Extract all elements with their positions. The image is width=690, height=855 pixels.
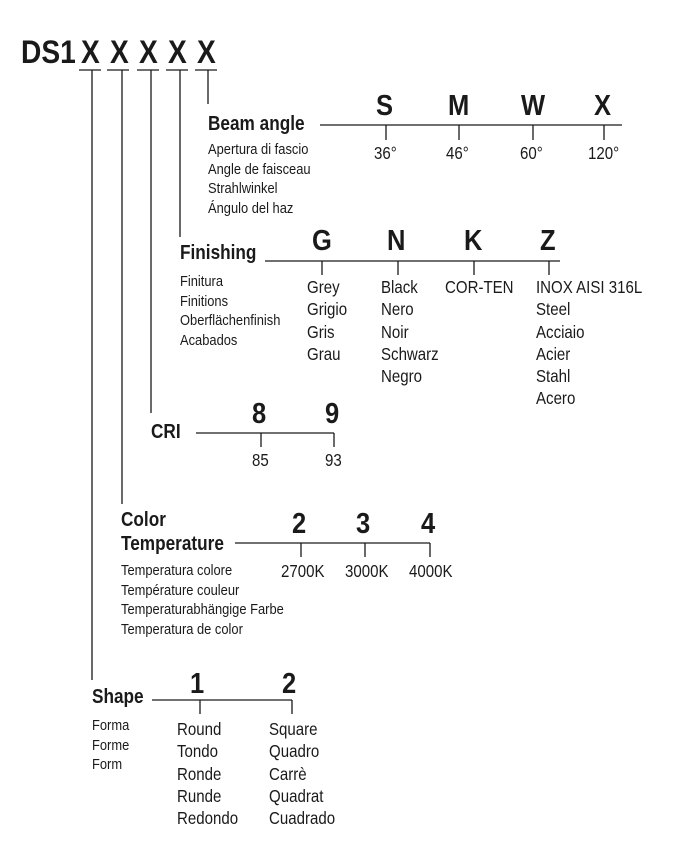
beam-angle-title: Beam angle: [208, 113, 305, 135]
cri-title: CRI: [151, 421, 181, 443]
beam-option-code: X: [594, 90, 612, 122]
finishing-option-names-grey: Grey Grigio Gris Grau: [307, 277, 348, 364]
color-temp-option-code: 3: [356, 508, 371, 540]
finishing-option-code: N: [387, 225, 406, 257]
finishing-option-code: Z: [540, 225, 556, 257]
color-temp-title: Color: [121, 509, 166, 531]
color-temp-option-code: 2: [292, 508, 307, 540]
finishing-title: Finishing: [180, 242, 257, 264]
color-temp-translations: Temperatura colore Température couleur Temperaturabhängige Farbe Temperatura de color: [121, 562, 284, 638]
shape-option-names-round: Round Tondo Ronde Runde Redondo: [177, 719, 239, 829]
color-temp-title-line2: Temperature: [121, 533, 224, 555]
beam-option-value: 120°: [588, 143, 620, 163]
finishing-option-code: G: [312, 225, 332, 257]
shape-title: Shape: [92, 686, 144, 708]
shape-option-code: 1: [190, 668, 205, 700]
cri-option-code: 9: [325, 398, 340, 430]
shape-translations: Forma Forme Form: [92, 717, 130, 773]
cri-option-value: 85: [252, 450, 269, 470]
color-temp-option-value: 4000K: [409, 561, 453, 581]
beam-option-code: M: [448, 90, 470, 122]
beam-option-code: W: [521, 90, 546, 122]
color-temp-option-value: 3000K: [345, 561, 389, 581]
shape-option-names-square: Square Quadro Carrè Quadrat Cuadrado: [269, 719, 336, 829]
beam-option-value: 36°: [374, 143, 397, 163]
beam-option-value: 60°: [520, 143, 543, 163]
code-placeholder-cri: X: [139, 34, 158, 70]
product-code-prefix: DS1: [21, 34, 76, 70]
finishing-option-names-black: Black Nero Noir Schwarz Negro: [381, 277, 439, 387]
color-temp-option-code: 4: [421, 508, 436, 540]
finishing-option-code: K: [464, 225, 483, 257]
finishing-option-names-corten: COR-TEN: [445, 277, 514, 297]
finishing-translations: Finitura Finitions Oberflächenfinish Acabados: [180, 273, 281, 349]
code-placeholder-color-temp: X: [110, 34, 129, 70]
code-placeholder-shape: X: [81, 34, 100, 70]
shape-option-code: 2: [282, 668, 297, 700]
beam-angle-translations: Apertura di fascio Angle de faisceau Strahlwinkel Ángulo del haz: [208, 141, 311, 217]
cri-option-value: 93: [325, 450, 342, 470]
code-placeholder-beam-angle: X: [197, 34, 216, 70]
beam-option-code: S: [376, 90, 394, 122]
finishing-option-names-steel: INOX AISI 316L Steel Acciaio Acier Stahl Acero: [536, 277, 643, 409]
color-temp-option-value: 2700K: [281, 561, 325, 581]
code-placeholder-finishing: X: [168, 34, 187, 70]
cri-option-code: 8: [252, 398, 267, 430]
beam-option-value: 46°: [446, 143, 469, 163]
